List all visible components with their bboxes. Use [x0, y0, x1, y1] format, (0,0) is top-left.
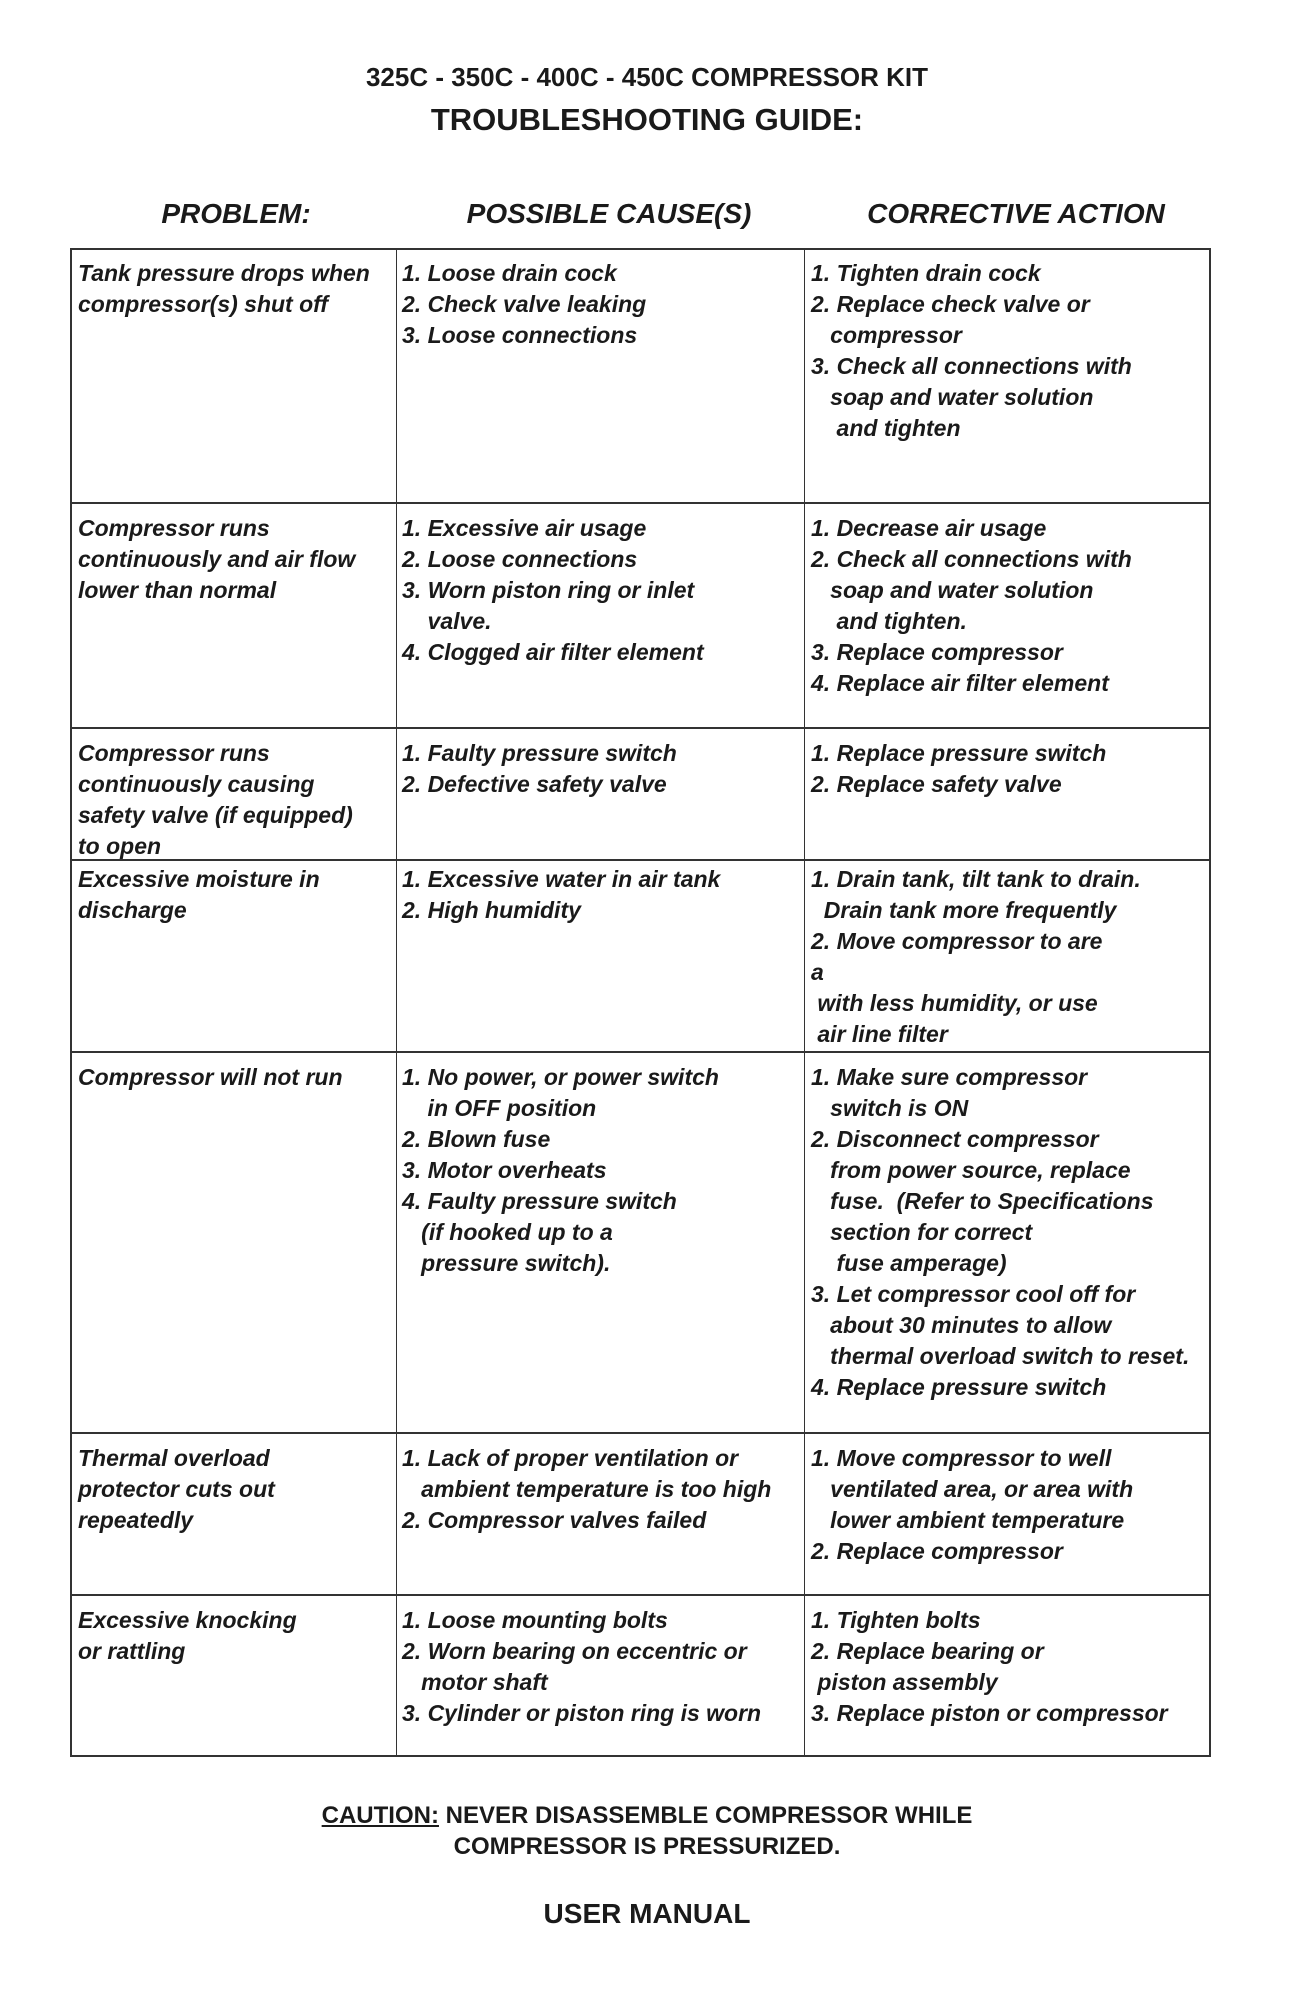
cell-line: 1. Tighten bolts — [811, 1607, 981, 1633]
table-cell-problem — [78, 738, 353, 862]
cell-line: 2. Defective safety valve — [402, 771, 667, 797]
cell-line: 3. Replace piston or compressor — [811, 1700, 1168, 1726]
cell-line: 3. Motor overheats — [402, 1157, 607, 1183]
table-cell-problem — [78, 1443, 275, 1536]
cell-line: fuse. (Refer to Specifications — [811, 1188, 1154, 1214]
cell-line: compressor(s) shut off — [78, 291, 329, 317]
table-cell-actions — [811, 1443, 1133, 1567]
column-divider — [804, 248, 805, 1757]
cell-line: 4. Faulty pressure switch — [402, 1188, 677, 1214]
cell-line: safety valve (if equipped) — [78, 802, 353, 828]
table-cell-causes — [402, 258, 646, 351]
table-cell-actions — [811, 1605, 1168, 1729]
table-cell-causes — [402, 1443, 771, 1536]
cell-line: and tighten — [811, 415, 961, 441]
cell-line: 1. Loose mounting bolts — [402, 1607, 668, 1633]
cell-line: 4. Replace pressure switch — [811, 1374, 1107, 1400]
table-cell-problem — [78, 1605, 297, 1667]
cell-line: 1. Faulty pressure switch — [402, 740, 677, 766]
cell-line: 3. Check all connections with — [811, 353, 1132, 379]
cell-line: 3. Cylinder or piston ring is worn — [402, 1700, 762, 1726]
cell-line: 3. Replace compressor — [811, 639, 1063, 665]
footer-title: USER MANUAL — [543, 1898, 751, 1929]
caution-line-2: COMPRESSOR IS PRESSURIZED. — [453, 1833, 841, 1860]
cell-line: 1. Move compressor to well — [811, 1445, 1112, 1471]
cell-line: Excessive knocking — [78, 1607, 297, 1633]
cell-line: section for correct — [811, 1219, 1033, 1245]
cell-line: Compressor runs — [78, 515, 270, 541]
column-header-problem: PROBLEM: — [161, 198, 311, 229]
cell-line: repeatedly — [78, 1507, 194, 1533]
row-divider — [70, 1432, 1211, 1434]
caution-label: CAUTION: — [321, 1802, 439, 1829]
row-divider — [70, 1051, 1211, 1053]
cell-line: 1. Tighten drain cock — [811, 260, 1041, 286]
cell-line: valve. — [402, 608, 492, 634]
caution-line-1 — [0, 1802, 1294, 1830]
cell-line: 3. Worn piston ring or inlet — [402, 577, 695, 603]
table-cell-actions — [811, 513, 1132, 699]
cell-line: air line filter — [811, 1021, 948, 1047]
cell-line: (if hooked up to a — [402, 1219, 613, 1245]
table-cell-problem — [78, 258, 370, 320]
cell-line: Excessive moisture in — [78, 866, 320, 892]
cell-line: with less humidity, or use — [811, 990, 1098, 1016]
cell-line: ventilated area, or area with — [811, 1476, 1134, 1502]
cell-line: 3. Loose connections — [402, 322, 638, 348]
cell-line: from power source, replace — [811, 1157, 1131, 1183]
column-divider — [396, 248, 397, 1757]
table-cell-causes — [402, 1605, 761, 1729]
cell-line: 1. Make sure compressor — [811, 1064, 1088, 1090]
cell-line: 2. Replace safety valve — [811, 771, 1062, 797]
table-cell-problem — [78, 513, 355, 606]
cell-line: 4. Clogged air filter element — [402, 639, 704, 665]
cell-line: 1. Replace pressure switch — [811, 740, 1107, 766]
cell-line: thermal overload switch to reset. — [811, 1343, 1190, 1369]
cell-line: 1. Excessive air usage — [402, 515, 647, 541]
cell-line: Drain tank more frequently — [811, 897, 1117, 923]
table-cell-causes — [402, 864, 720, 926]
cell-line: 2. High humidity — [402, 897, 581, 923]
cell-line: 1. Excessive water in air tank — [402, 866, 721, 892]
column-header-causes: POSSIBLE CAUSE(S) — [466, 198, 752, 229]
cell-line: about 30 minutes to allow — [811, 1312, 1112, 1338]
cell-line: ambient temperature is too high — [402, 1476, 772, 1502]
cell-line: 3. Let compressor cool off for — [811, 1281, 1136, 1307]
column-header-actions: CORRECTIVE ACTION — [867, 198, 1165, 229]
caution-text: NEVER DISASSEMBLE COMPRESSOR WHILE — [438, 1802, 973, 1829]
cell-line: in OFF position — [402, 1095, 597, 1121]
cell-line: discharge — [78, 897, 187, 923]
cell-line: motor shaft — [402, 1669, 548, 1695]
kit-title: 325C - 350C - 400C - 450C COMPRESSOR KIT — [365, 62, 929, 92]
cell-line: 2. Check all connections with — [811, 546, 1132, 572]
cell-line: 1. Lack of proper ventilation or — [402, 1445, 739, 1471]
cell-line: soap and water solution — [811, 384, 1094, 410]
page-title: TROUBLESHOOTING GUIDE: — [430, 102, 864, 137]
cell-line: 2. Loose connections — [402, 546, 638, 572]
table-cell-causes — [402, 1062, 719, 1279]
cell-line: Compressor will not run — [78, 1064, 343, 1090]
cell-line: to open — [78, 833, 162, 859]
cell-line: 2. Compressor valves failed — [402, 1507, 707, 1533]
row-divider — [70, 727, 1211, 729]
cell-line: 2. Disconnect compressor — [811, 1126, 1099, 1152]
cell-line: continuously causing — [78, 771, 315, 797]
cell-line: lower ambient temperature — [811, 1507, 1125, 1533]
cell-line: pressure switch). — [402, 1250, 611, 1276]
cell-line: piston assembly — [811, 1669, 998, 1695]
cell-line: 1. Drain tank, tilt tank to drain. — [811, 866, 1141, 892]
cell-line: 2. Blown fuse — [402, 1126, 551, 1152]
cell-line: Compressor runs — [78, 740, 270, 766]
cell-line: Thermal overload — [78, 1445, 270, 1471]
table-cell-actions — [811, 258, 1132, 444]
table-cell-causes — [402, 513, 704, 668]
cell-line: 2. Replace compressor — [811, 1538, 1063, 1564]
cell-line: 1. Loose drain cock — [402, 260, 617, 286]
cell-line: fuse amperage) — [811, 1250, 1007, 1276]
cell-line: 1. Decrease air usage — [811, 515, 1047, 541]
table-cell-problem — [78, 864, 320, 926]
cell-line: soap and water solution — [811, 577, 1094, 603]
table-cell-problem — [78, 1062, 343, 1093]
table-cell-causes — [402, 738, 677, 800]
cell-line: a — [811, 959, 824, 985]
row-divider — [70, 502, 1211, 504]
table-cell-actions — [811, 864, 1141, 1050]
cell-line: protector cuts out — [78, 1476, 275, 1502]
cell-line: 2. Replace bearing or — [811, 1638, 1044, 1664]
cell-line: and tighten. — [811, 608, 967, 634]
cell-line: lower than normal — [78, 577, 277, 603]
cell-line: or rattling — [78, 1638, 186, 1664]
table-cell-actions — [811, 738, 1106, 800]
cell-line: continuously and air flow — [78, 546, 356, 572]
cell-line: Tank pressure drops when — [78, 260, 370, 286]
cell-line: 2. Check valve leaking — [402, 291, 647, 317]
cell-line: 2. Replace check valve or — [811, 291, 1090, 317]
cell-line: 1. No power, or power switch — [402, 1064, 719, 1090]
cell-line: 4. Replace air filter element — [811, 670, 1109, 696]
row-divider — [70, 1594, 1211, 1596]
cell-line: compressor — [811, 322, 962, 348]
cell-line: switch is ON — [811, 1095, 969, 1121]
row-divider — [70, 859, 1211, 861]
table-cell-actions — [811, 1062, 1189, 1403]
cell-line: 2. Move compressor to are — [811, 928, 1103, 954]
cell-line: 2. Worn bearing on eccentric or — [402, 1638, 747, 1664]
